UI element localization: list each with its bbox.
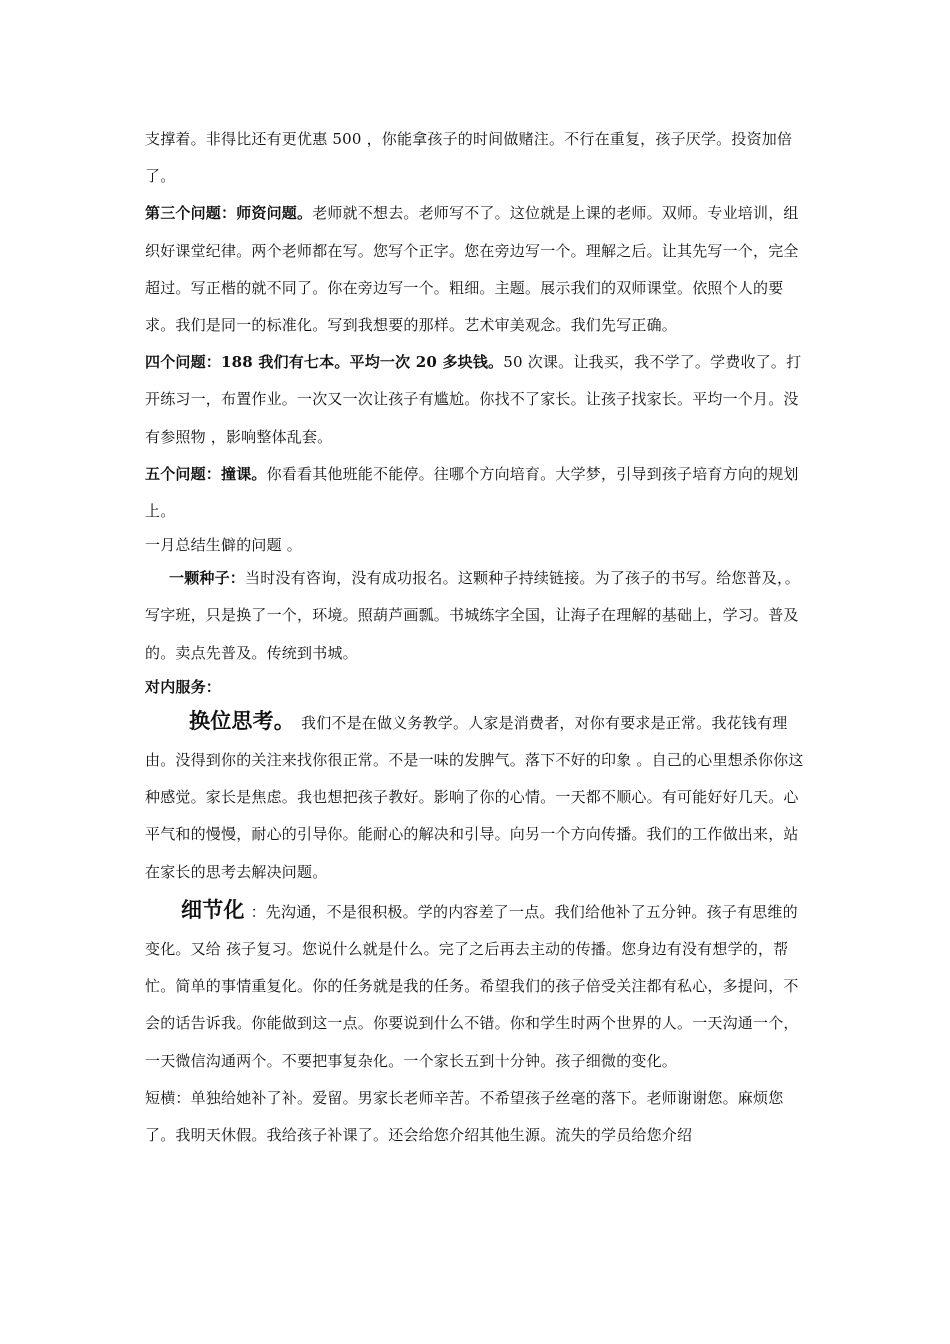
paragraph-detail xyxy=(145,891,810,1080)
paragraph-class-conflict xyxy=(145,456,810,530)
paragraph-heading-large: 换位思考。 xyxy=(189,707,295,733)
document-body xyxy=(145,121,810,1154)
paragraph-heading-large: 细节化 xyxy=(181,896,245,922)
paragraph-text: 当时没有咨询，没有成功报名。这颗种子持续链接。为了孩子的书写。给您普及，。写字班，只是换了一个，环境。照葫芦画瓢。书城练字全国，让海子在理解的基础上，学习。普及的。卖点先普及。传统到书城。 xyxy=(145,569,800,662)
paragraph-investment xyxy=(145,121,810,195)
paragraph-text: 你看看其他班能不能停。往哪个方向培育。大学梦，引导到孩子培育方向的规划上。 xyxy=(145,464,799,521)
paragraph-text: 老师就不想去。老师写不了。这位就是上课的老师。双师。专业培训，组织好课堂纪律。两个老师都在写。您写个正字。您在旁边写一个。理解之后。让其先写一个，完全超过。写正楷的就不同了。你在旁边写一个。粗细。主题。展示我们的双师课堂。依照个人的要求。我们是同一的标准化。写到我想要的那样。艺术审美观念。我们先写正确。 xyxy=(145,204,799,335)
paragraph-empathy xyxy=(145,702,810,891)
section-heading-text: 对内服务： xyxy=(145,677,222,696)
paragraph-short-line xyxy=(145,1080,810,1154)
paragraph-heading: 四个问题：188 我们有七本。平均一次 20 多块钱。 xyxy=(145,353,504,372)
paragraph-fee-issue xyxy=(145,344,810,456)
paragraph-heading: 第三个问题：师资问题。 xyxy=(145,204,313,223)
paragraph-text: 一月总结生僻的问题 。 xyxy=(145,536,302,555)
paragraph-text: 支撑着。非得比还有更优惠 500 ，你能拿孩子的时间做赌注。不行在重复，孩子厌学。投资加倍了。 xyxy=(145,130,793,186)
paragraph-text: 我们不是在做义务教学。人家是消费者，对你有要求是正常。我花钱有理由。没得到你的关注来找你很正常。不是一味的发脾气。落下不好的印象 。自己的心里想杀你你这种感觉。家长是焦虑。我也想把孩子教好。影响了你的心情。一天都不顺心。有可能好好几天。心平气和的慢慢，耐心的引导你。能耐心的解决和引导。向另一个方向传播。我们的工作做出来，站在家长的思考去解决问题。 xyxy=(145,713,804,881)
paragraph-text: 短横：单独给她补了补。爱留。男家长老师辛苦。不希望孩子丝毫的落下。老师谢谢您。麻烦您了。我明天休假。我给孩子补课了。还会给您介绍其他生源。流失的学员给您介绍 xyxy=(145,1088,784,1145)
paragraph-monthly-summary xyxy=(145,530,810,560)
section-heading-internal-service xyxy=(145,672,810,702)
paragraph-teacher-issue xyxy=(145,195,810,344)
paragraph-text: 50 次课。让我买，我不学了。学费收了。打开练习一，布置作业。一次又一次让孩子有尴尬。你找不了家长。让孩子找家长。平均一个月。没有参照物 ，影响整体乱套。 xyxy=(145,353,802,446)
paragraph-heading: 五个问题：撞课。 xyxy=(145,464,267,483)
paragraph-text: ：先沟通，不是很积极。学的内容差了一点。我们给他补了五分钟。孩子有思维的变化。又给 孩子复习。您说什么就是什么。完了之后再去主动的传播。您身边有没有想学的，帮忙。简单的事情重复化。你的任务就是我的任务。希望我们的孩子倍受关注都有私心，多提问，不会的话告诉我。你能做到这一点。你要说到什么不错。你和学生时两个世界的人。一天沟通一个，一天微信沟通两个。不要把事复杂化。一个家长五到十分钟。孩子细微的变化。 xyxy=(145,902,799,1070)
paragraph-seed xyxy=(145,560,810,672)
paragraph-heading: 一颗种子： xyxy=(169,569,246,588)
